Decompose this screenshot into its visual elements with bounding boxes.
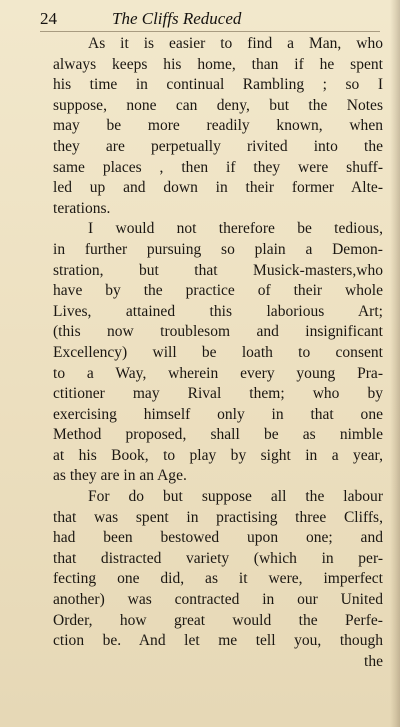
text-line: (this now troublesom and insignificant	[53, 323, 383, 341]
header-rule	[40, 31, 380, 32]
text-line: ction be. And let me tell you, though	[53, 632, 383, 650]
text-line: Lives, attained this laborious Art;	[53, 302, 383, 320]
text-line: Excellency) will be loath to consent	[53, 343, 383, 361]
text-line: Order, how great would the Perfe-	[53, 611, 383, 629]
text-line: exercising himself only in that one	[53, 405, 383, 423]
text-line: Method proposed, shall be as nimble	[53, 426, 383, 444]
text-line: led up and down in their former Alte-	[53, 179, 383, 197]
text-line: terations.	[53, 199, 111, 217]
text-line: As it is easier to find a Man, who	[88, 35, 383, 52]
text-line: his time in continual Rambling ; so I	[53, 76, 383, 94]
text-line: another) was contracted in our United	[53, 591, 383, 609]
text-line: that was spent in practising three Cliffs,	[53, 508, 383, 526]
text-line: that distracted variety (which in per-	[53, 549, 383, 567]
page-header	[40, 6, 380, 32]
text-line: may be more readily known, when	[53, 117, 383, 135]
catchword: the	[364, 652, 383, 670]
text-line: in further pursuing so plain a Demon-	[53, 240, 383, 258]
running-head: The Cliffs Reduced	[112, 9, 242, 28]
body-text	[53, 34, 383, 672]
text-line: have by the practice of their whole	[53, 282, 383, 300]
text-line: stration, but that Musick-masters,who	[53, 261, 383, 279]
text-line: they are perpetually rivited into the	[53, 137, 383, 155]
text-line: as they are in an Age.	[53, 467, 187, 485]
text-line: fecting one did, as it were, imperfect	[53, 570, 383, 588]
text-line: at his Book, to play by sight in a year,	[53, 446, 383, 464]
text-line: ctitioner may Rival them; who by	[53, 385, 383, 403]
text-line: For do but suppose all the labour	[88, 488, 383, 506]
text-line: suppose, none can deny, but the Notes	[53, 96, 383, 114]
text-line: always keeps his home, than if he spent	[53, 55, 383, 73]
text-line: same places , then if they were shuff-	[53, 158, 383, 176]
text-line: I would not therefore be tedious,	[88, 220, 383, 238]
text-line: had been bestowed upon one; and	[53, 529, 383, 547]
text-line: to a Way, wherein every young Pra-	[53, 364, 383, 382]
page-gutter-shadow	[390, 0, 400, 727]
page-number: 24	[40, 9, 57, 28]
